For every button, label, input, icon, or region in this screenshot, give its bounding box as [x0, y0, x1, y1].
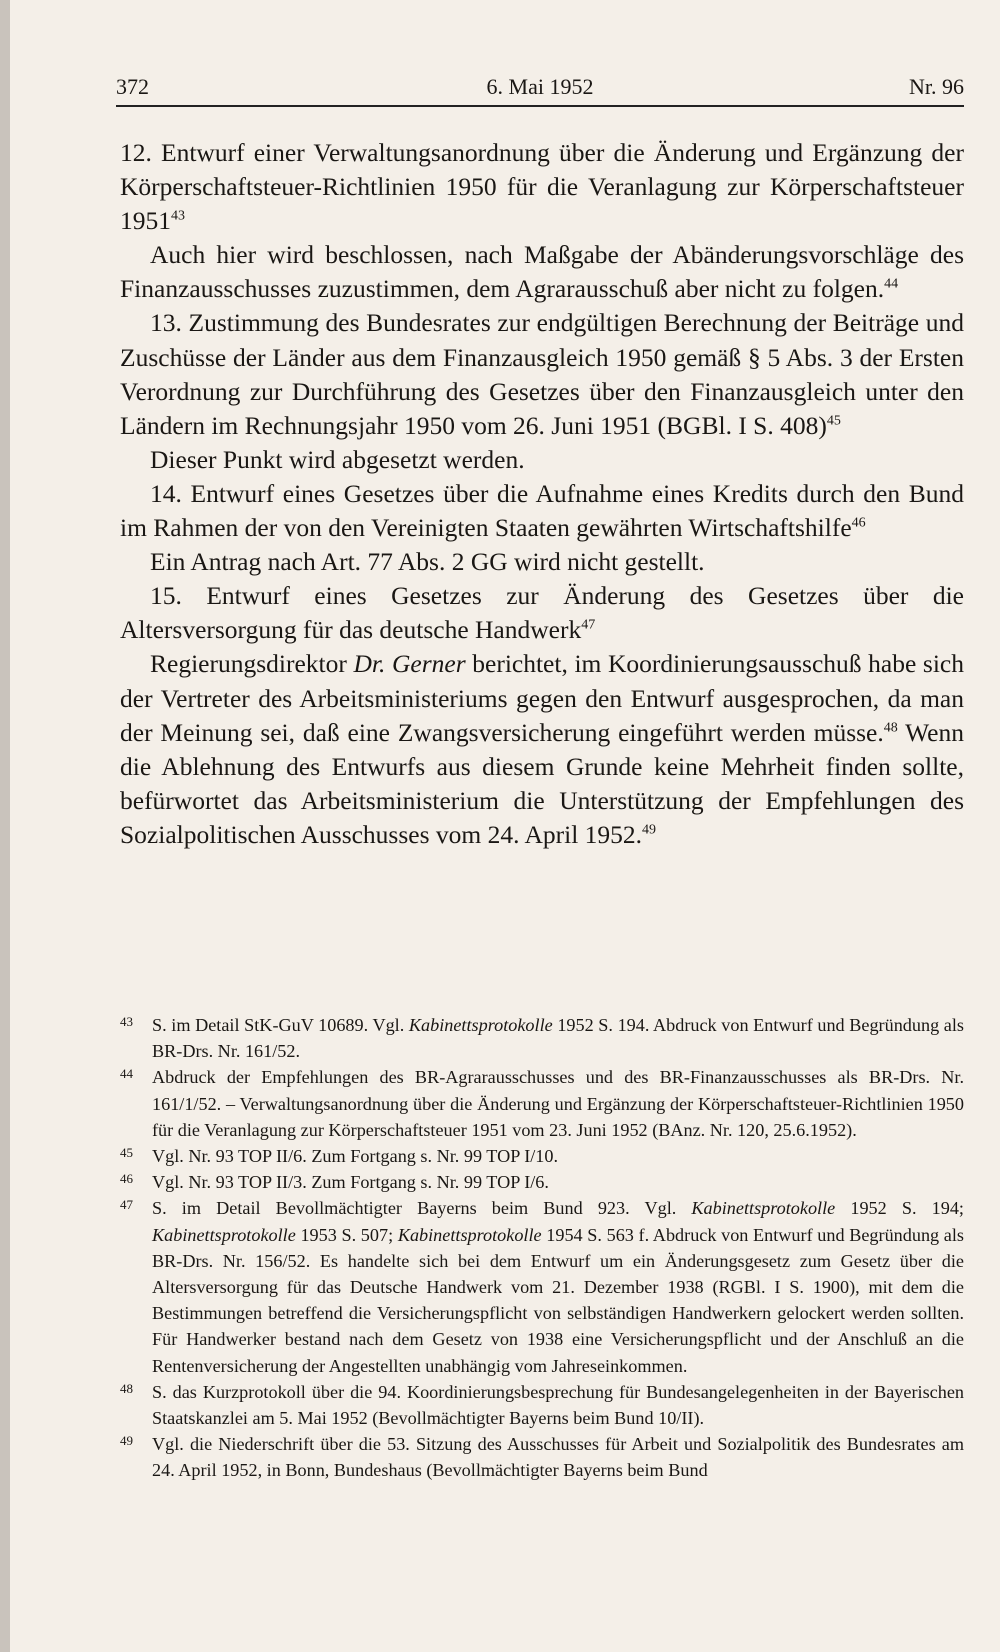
page-number: 372 [116, 74, 149, 99]
footnotes [120, 1012, 964, 1484]
footnote-number: 43 [120, 1014, 133, 1029]
report-item-15: Regierungsdirektor Dr. Gerner berichtet, im Koordinierungsausschuß habe sich der Vertreter des Arbeitsministeriums gegen den Entwurf ausgesprochen, da man der Meinung sei, daß eine Zwangsversicherung eingeführt werden müsse.$^{48}$ Wenn die Ablehnung des Entwurfs aus diesem Grunde keine Mehrheit finden sollte, befürwortet das Arbeitsministerium die Unterstützung der Empfehlungen des Sozialpolitischen Ausschusses vom 24. April 1952.49 [120, 649, 964, 849]
footnote-ref-48[interactable]: 48 [883, 720, 898, 736]
footnote-49: 49 Vgl. die Niederschrift über die 53. Sitzung des Ausschusses für Arbeit und Sozialpolitik des Bundesrates am 24. April 1952, in Bonn, Bundeshaus (Bevollmächtigter Bayerns beim Bund [120, 1433, 964, 1481]
main-text [120, 136, 964, 852]
footnote-number: 49 [120, 1433, 133, 1449]
footnote-ref-47[interactable]: 47 [581, 617, 596, 633]
decision-item-13: Dieser Punkt wird abgesetzt werden. [150, 444, 525, 474]
decision-item-14: Ein Antrag nach Art. 77 Abs. 2 GG wird nicht gestellt. [150, 547, 705, 577]
footnote-number: 46 [120, 1171, 133, 1187]
agenda-item-12: 12. Entwurf einer Verwaltungsanordnung über die Änderung und Ergänzung der Körperschaftsteuer-Richtlinien 1950 für die Veranlagung zur Körperschaftsteuer 1951$^{43}$ [120, 138, 964, 236]
footnote-ref-49[interactable]: 49 [642, 822, 657, 838]
agenda-item-14: 14. Entwurf eines Gesetzes über die Aufnahme eines Kredits durch den Bund im Rahmen der von den Vereinigten Staaten gewährten Wirtschaftshilfe$^{46}$ [120, 478, 964, 543]
page-edge-shadow [0, 0, 10, 1652]
footnote-47: 47 S. im Detail Bevollmächtigter Bayerns beim Bund 923. Vgl. Kabinettsprotokolle 1952 S. 194; Kabinettsprotokolle 1953 S. 507; Kabinettsprotokolle 1954 S. 563 f. Abdruck von Entwurf und Begründung als BR-Drs. Nr. 156/52. Es handelte sich bei dem Entwurf um ein Änderungsgesetz zum Gesetz über die Altersversorgung für das Deutsche Handwerk vom 21. Dezember 1938 (RGBl. I S. 1900), mit dem die Bestimmungen betreffend die Versicherungspflicht von selbständigen Handwerkern gelockert werden sollten. Für Handwerker bestand nach dem Gesetz von 1938 eine Versicherungspflicht und der Anschluß an die Rentenversicherung der Angestellten unabhängig vom Jahreseinkommen. [120, 1197, 965, 1376]
footnote-46: 46 Vgl. Nr. 93 TOP II/3. Zum Fortgang s. Nr. 99 TOP I/6. [120, 1171, 549, 1193]
footnote-48: 48 S. das Kurzprotokoll über die 94. Koordinierungsbesprechung für Bundesangelegenheiten in der Bayerischen Staatskanzlei am 5. Mai 1952 (Bevollmächtigter Bayerns beim Bund 10/II). [120, 1380, 964, 1429]
footnote-ref-45[interactable]: 45 [826, 413, 841, 429]
document-number: Nr. 96 [909, 74, 964, 99]
agenda-item-13: 13. Zustimmung des Bundesrates zur endgültigen Berechnung der Beiträge und Zuschüsse der Länder aus dem Finanzausgleich 1950 gemäß § 5 Abs. 3 der Ersten Verordnung zur Durchführung des Gesetzes über den Finanzausgleich unter den Ländern im Rechnungsjahr 1950 vom 26. Juni 1951 (BGBl. I S. 408)$^{45}$ [120, 308, 964, 440]
footnote-ref-46[interactable]: 46 [851, 515, 866, 531]
footnote-number: 47 [120, 1197, 133, 1213]
footnote-number: 45 [120, 1145, 133, 1161]
header-date: 6. Mai 1952 [486, 74, 594, 99]
agenda-item-15: 15. Entwurf eines Gesetzes zur Änderung des Gesetzes über die Altersversorgung für das deutsche Handwerk$^{47}$ [120, 581, 964, 645]
footnote-43: 43 S. im Detail StK-GuV 10689. Vgl. Kabinettsprotokolle 1952 S. 194. Abdruck von Entwurf und Begründung als BR-Drs. Nr. 161/52. [120, 1014, 964, 1062]
decision-item-12: Auch hier wird beschlossen, nach Maßgabe der Abänderungsvorschläge des Finanzausschusses zuzustimmen, dem Agrarausschuß aber nicht zu folgen.$^{44}$ [120, 240, 964, 304]
person-name: Dr. Gerner [353, 649, 466, 679]
running-header [116, 72, 964, 102]
footnote-number: 48 [120, 1380, 133, 1396]
footnote-44: 44 Abdruck der Empfehlungen des BR-Agrarausschusses und des BR-Finanzausschusses als BR-Drs. Nr. 161/1/52. – Verwaltungsanordnung über die Änderung und Ergänzung der Körperschaftsteuer-Richtlinien 1950 für die Veranlagung zur Körperschaftsteuer 1951 vom 23. Juni 1952 (BAnz. Nr. 120, 25.6.1952). [120, 1066, 964, 1140]
footnote-number: 44 [120, 1066, 133, 1082]
footnote-45: 45 Vgl. Nr. 93 TOP II/6. Zum Fortgang s. Nr. 99 TOP I/10. [120, 1145, 559, 1167]
footnote-ref-44[interactable]: 44 [884, 276, 899, 292]
header-rule [116, 105, 964, 107]
footnote-ref-43[interactable]: 43 [171, 208, 186, 224]
